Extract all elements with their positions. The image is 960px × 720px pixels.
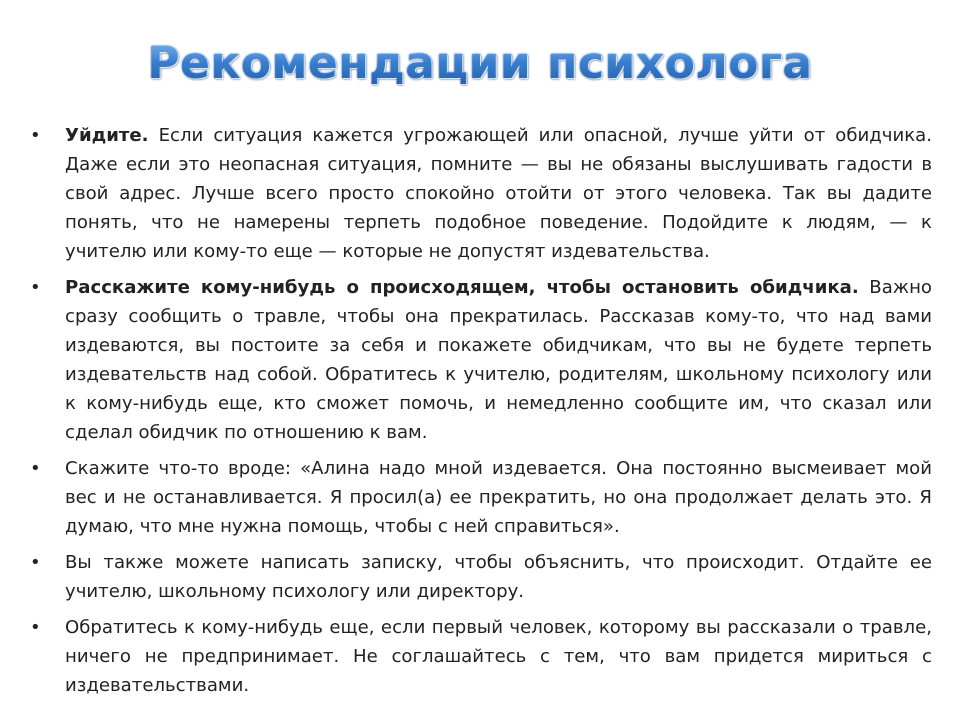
- bullet-lead: Расскажите кому-нибудь о происходящем, чтобы остановить обидчика.: [65, 277, 859, 298]
- slide-content: [30, 121, 932, 707]
- bullet-text: Если ситуация кажется угрожающей или опасной, лучше уйти от обидчика. Даже если это неопасная ситуация, помните — вы не обязаны выслушивать гадости в свой адрес. Лучше всего просто спокойно отойти от этого человека. Так вы дадите понять, что не намерены терпеть подобное поведение. Подойдите к людям, — к учителю или кому-то еще — которые не допустят издевательства.: [65, 125, 932, 262]
- list-item: [30, 273, 932, 447]
- bullet-icon: •: [30, 125, 41, 146]
- list-item: [30, 454, 932, 541]
- list-item: [30, 613, 932, 700]
- bullet-icon: •: [30, 617, 41, 638]
- title-container: [0, 40, 960, 88]
- bullet-icon: •: [30, 552, 41, 573]
- bullet-icon: •: [30, 277, 41, 298]
- bullet-text: Скажите что-то вроде: «Алина надо мной издевается. Она постоянно высмеивает мой вес и не останавливается. Я просил(а) ее прекратить, но она продолжает делать это. Я думаю, что мне нужна помощь, чтобы с ней справиться».: [65, 458, 932, 537]
- bullet-icon: •: [30, 458, 41, 479]
- bullet-text: Обратитесь к кому-нибудь еще, если первый человек, которому вы рассказали о травле, ничего не предпринимает. Не соглашайтесь с тем, что вам придется мириться с издевательствами.: [65, 617, 932, 696]
- bullet-text: Важно сразу сообщить о травле, чтобы она прекратилась. Рассказав кому-то, что над вами издеваются, вы постоите за себя и покажете обидчикам, что вы не будете терпеть издевательств над собой. Обратитесь к учителю, родителям, школьному психологу или к кому-нибудь еще, кто сможет помочь, и немедленно сообщите им, что сказал или сделал обидчик по отношению к вам.: [65, 277, 932, 443]
- slide-title: Рекомендации психолога: [147, 38, 813, 89]
- bullet-text: Вы также можете написать записку, чтобы объяснить, что происходит. Отдайте ее учителю, школьному психологу или директору.: [65, 552, 932, 602]
- bullet-list: [30, 121, 932, 700]
- bullet-lead: Уйдите.: [65, 125, 149, 146]
- list-item: [30, 121, 932, 266]
- list-item: [30, 548, 932, 606]
